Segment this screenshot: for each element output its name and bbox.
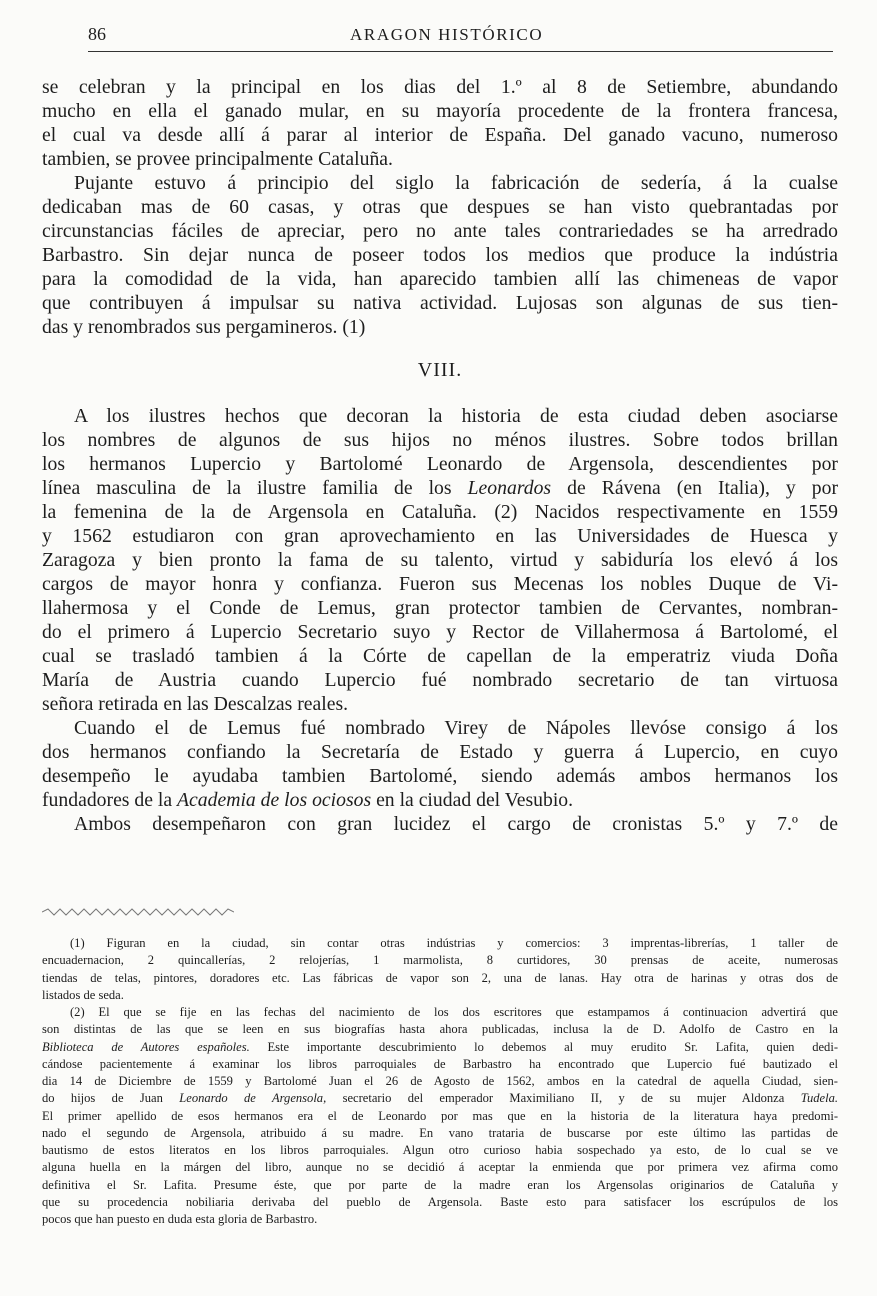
text-span: fundadores de la — [42, 788, 173, 811]
text-line: Ambos desempeñaron con gran lucidez el cargo de cronistas 5.º y 7.º de — [74, 812, 838, 835]
footnote-line: definitiva el Sr. Lafita. Presume éste, que por parte de la madre eran los Argensolas originarios de Cataluña y — [42, 1177, 838, 1192]
text-line: Cuando el de Lemus fué nombrado Virey de Nápoles llevóse consigo á los — [74, 716, 838, 739]
page-number: 86 — [88, 24, 106, 44]
text-line: dos hermanos confiando la Secretaría de Estado y guerra á Lupercio, en cuyo — [42, 740, 838, 763]
text-line: desempeño le ayudaba tambien Bartolomé, siendo además ambos hermanos los — [42, 764, 838, 787]
text-line: que contribuyen á impulsar su nativa actividad. Lujosas son algunas de sus tien- — [42, 291, 838, 314]
footnote-line: son distintas de las que se leen en sus biografías hasta ahora publicadas, inclusa la de D. Adolfo de Castro en la — [42, 1022, 838, 1037]
footnote-separator — [42, 908, 234, 916]
footnotes — [42, 935, 838, 1228]
text-line: María de Austria cuando Lupercio fué nombrado secretario de tan virtuosa — [42, 668, 838, 691]
text-line: Zaragoza y bien pronto la fama de su talento, virtud y sabiduría los elevó á los — [42, 549, 838, 572]
footnote-line: dia 14 de Diciembre de 1559 y Bartolomé Juan el 26 de Agosto de 1562, ambos en la catedral de aquella Ciudad, sien- — [42, 1074, 838, 1088]
text-line: cargos de mayor honra y confianza. Fueron sus Mecenas los nobles Duque de Vi- — [42, 573, 838, 596]
text-line: dedicaban mas de 60 casas, y otras que despues se han visto quebrantadas por — [42, 195, 838, 218]
text-span: línea masculina de la ilustre familia de los — [42, 477, 452, 500]
footnote-line: bautismo de estos literatos en los libros parroquiales. Algun otro curioso habia sospechado ya esto, de lo cual se ve — [42, 1143, 838, 1157]
text-line: los hermanos Lupercio y Bartolomé Leonardo de Argensola, descendientes por — [42, 453, 838, 476]
text-line: el cual va desde allí á parar al interior de España. Del ganado vacuno, numeroso — [42, 123, 838, 146]
running-header — [88, 24, 833, 48]
text-line: se celebran y la principal en los dias del 1.º al 8 de Setiembre, abundando — [42, 76, 838, 98]
text-line: para la comodidad de la vida, han aparecido tambien allí las chimeneas de vapor — [42, 267, 838, 290]
footnote-line: listados de seda. — [42, 987, 124, 1002]
text-span: en la ciudad del Vesubio. — [376, 788, 574, 811]
section-heading: VIII. — [417, 359, 463, 382]
text-span: secretario del emperador Maximiliano II, y de su mujer Aldonza — [342, 1091, 785, 1106]
text-line: mucho en ella el ganado mular, en su mayoría procedente de la frontera francesa, — [42, 99, 838, 122]
text-line: Barbastro. Sin dejar nunca de poseer todos los medios que produce la indústria — [42, 243, 838, 266]
italic-name: Leonardos — [467, 477, 552, 500]
footnote-line: nado el segundo de Argensola, atribuido á su madre. En vano trataria de buscarse por este último las partidas de — [42, 1125, 838, 1140]
footnote-line: que su procedencia nobiliaria derivaba del pueblo de Argensola. Baste esto para satisfacer los escrúpulos de los — [42, 1194, 838, 1209]
text-line — [42, 789, 838, 813]
text-line: A los ilustres hechos que decoran la historia de esta ciudad deben asociarse — [74, 405, 838, 428]
footnote-line: (2) El que se fije en las fechas del nacimiento de los dos escritores que estampamos á continuacion advertirá que — [70, 1005, 838, 1019]
main-text — [42, 76, 838, 837]
italic-name: Leonardo de Argensola, — [179, 1091, 327, 1106]
italic-title: Academia de los ociosos — [177, 788, 372, 811]
footnote-line — [42, 1090, 838, 1107]
text-line: circunstancias fáciles de apreciar, pero no ante tales contrariedades se ha arredrado — [42, 219, 838, 242]
footnote-line: alguna huella en la márgen del libro, aunque no se decidió á aceptar la enmienda que por primera vez afirma como — [42, 1160, 838, 1175]
footnote-line: cándose pacientemente á examinar los libros parroquiales de Barbastro ha encontrado que Lupercio fué bautizado el — [42, 1056, 838, 1071]
italic-title: Biblioteca de Autores españoles. — [42, 1039, 250, 1054]
text-line: y 1562 estudiaron con gran aprovechamiento en las Universidades de Huesca y — [42, 525, 838, 548]
footnote-line: (1) Figuran en la ciudad, sin contar otras indústrias y comercios: 3 imprentas-librerías, 1 taller de — [70, 936, 838, 950]
text-line — [42, 477, 838, 501]
text-line: do el primero á Lupercio Secretario suyo y Rector de Villahermosa á Bartolomé, el — [42, 621, 838, 644]
text-span: de Rávena (en Italia), y por — [567, 477, 839, 500]
header-rule — [88, 51, 833, 52]
text-span: Este importante descubrimiento lo debemos al muy erudito Sr. Lafita, quien dedi- — [267, 1039, 838, 1054]
running-title: ARAGON HISTÓRICO — [350, 25, 544, 44]
footnote-line: encuadernacion, 2 quincallerías, 2 relojerías, 1 marmolista, 8 curtidores, 30 prensas de aceite, numerosas — [42, 953, 838, 968]
italic-name: Tudela. — [800, 1091, 838, 1106]
text-line: cual se trasladó tambien á la Córte de capellan de la emperatriz viuda Doña — [42, 644, 838, 667]
text-line: la femenina de la de Argensola en Cataluña. (2) Nacidos respectivamente en 1559 — [42, 501, 838, 524]
text-line: das y renombrados sus pergamineros. (1) — [42, 315, 366, 338]
footnote-line — [42, 1039, 838, 1056]
text-line: Pujante estuvo á principio del siglo la fabricación de sedería, á la cualse — [74, 171, 838, 194]
footnote-line: pocos que han puesto en duda esta gloria de Barbastro. — [42, 1212, 318, 1226]
footnote-line: El primer apellido de esos hermanos era el de Leonardo por mas que en la historia de la literatura haya predomi- — [42, 1108, 838, 1123]
text-line: llahermosa y el Conde de Lemus, gran protector tambien de Cervantes, nombran- — [42, 597, 838, 620]
text-span: do hijos de Juan — [42, 1091, 163, 1106]
text-line: tambien, se provee principalmente Cataluña. — [42, 147, 393, 170]
text-line: los nombres de algunos de sus hijos no ménos ilustres. Sobre todos brillan — [42, 429, 838, 452]
text-line: señora retirada en las Descalzas reales. — [42, 692, 349, 715]
footnote-line: tiendas de telas, pintores, doradores etc. Las fábricas de vapor son 2, una de lanas. Hay otra de harinas y otras dos de — [42, 970, 838, 985]
